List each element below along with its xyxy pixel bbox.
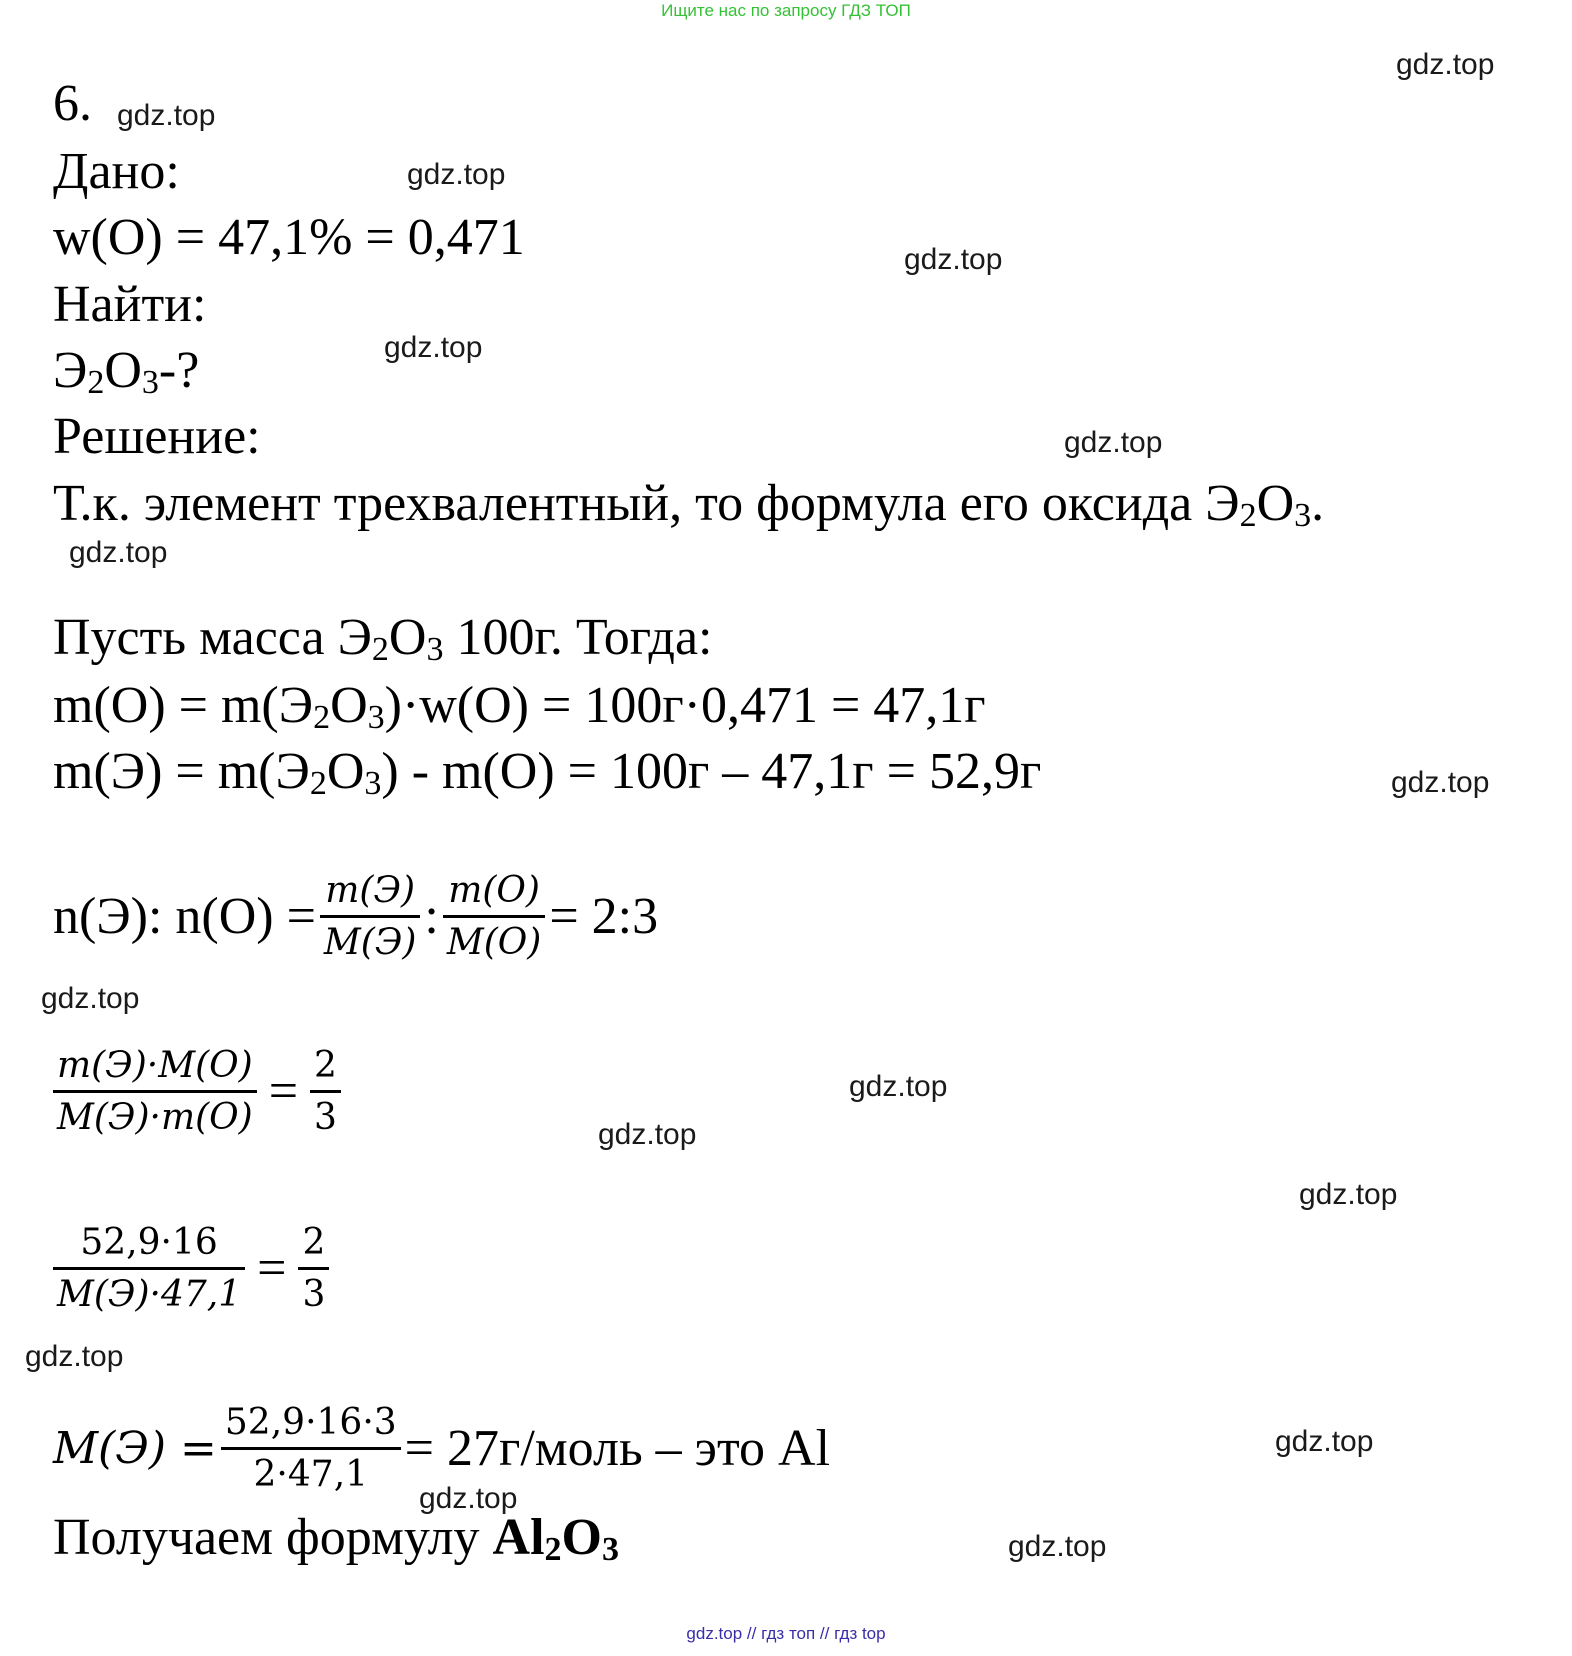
watermark: gdz.top [1275,1425,1374,1458]
find-target: $Э_2O_3-$? [53,342,200,401]
fraction-left: $\frac{m(Э)\cdot M(O)}{M(Э)\cdot m(O)}$ [53,1045,257,1139]
fraction-element: $\frac{m(Э)}{M(Э)}$ [320,870,421,964]
fraction-left: $\frac{52,9\cdot 16}{M(Э)\cdot 47,1}$ [53,1222,245,1316]
find-heading: Найти: [53,276,207,333]
watermark: gdz.top [1396,48,1495,81]
watermark: gdz.top [1008,1530,1107,1563]
watermark: gdz.top [849,1070,948,1103]
solution-heading: Решение: [53,408,261,465]
watermark: gdz.top [69,536,168,569]
given-value: w(O) = 47,1% = 0,471 [53,209,525,266]
watermark: gdz.top [419,1482,518,1515]
reason-text: Т.к. элемент трехвалентный, то формула его оксида $Э_2O_3$. [53,475,1325,534]
watermark: gdz.top [1064,426,1163,459]
mass-oxygen-equation: $m(O) = m(Э_2O_3)\cdot w(O) = 100г\cdot 0,471 = 47,1г$ [53,677,986,736]
watermark: gdz.top [41,982,140,1015]
mass-element-equation: $m(Э) = m(Э_2O_3) - m(O) = 100г - 47,1г = 52,9г$ [53,743,1042,802]
final-left: M(Э) = [53,1423,217,1475]
top-banner: Ищите нас по запросу ГДЗ ТОП [661,1,911,20]
answer-line: Получаем формулу $Al_2O_3$ [53,1509,619,1568]
watermark: gdz.top [1299,1178,1398,1211]
fraction-right: $\frac{2}{3}$ [310,1045,341,1139]
final-right: = 27г/моль – это Al [404,1420,831,1478]
watermark: gdz.top [25,1340,124,1373]
molar-mass-equation [53,1402,830,1496]
watermark: gdz.top [904,243,1003,276]
footer-links[interactable]: gdz.top // гдз топ // гдз top [686,1624,886,1643]
mole-ratio-equation: n(Э): n(O) = $\frac{m(Э)}{M(Э)}$ : $\frac{m(O)}{M(O)}$ = 2:3 [53,870,659,964]
assumption-text: Пусть масса $Э_2O_3$ 100г. Тогда: [53,609,713,668]
fraction-final: $\frac{52,9\cdot 16\cdot 3}{2\cdot 47,1}$ [221,1402,401,1496]
proportion-equation: $\frac{m(Э)\cdot M(O)}{M(Э)\cdot m(O)}$ = $\frac{2}{3}$ [49,1045,345,1139]
ratio-left: n(Э): n(O) = [53,888,316,946]
problem-number: 6. [53,75,92,132]
watermark: gdz.top [384,331,483,364]
fraction-oxygen: $\frac{m(O)}{M(O)}$ [443,870,545,964]
given-heading: Дано: [53,143,180,200]
ratio-right: = 2:3 [549,888,659,946]
watermark: gdz.top [117,99,216,132]
watermark: gdz.top [598,1118,697,1151]
watermark: gdz.top [1391,766,1490,799]
fraction-right: $\frac{2}{3}$ [298,1222,329,1316]
substituted-equation: $\frac{52,9\cdot 16}{M(Э)\cdot 47,1}$ = $\frac{2}{3}$ [49,1222,333,1316]
watermark: gdz.top [407,158,506,191]
